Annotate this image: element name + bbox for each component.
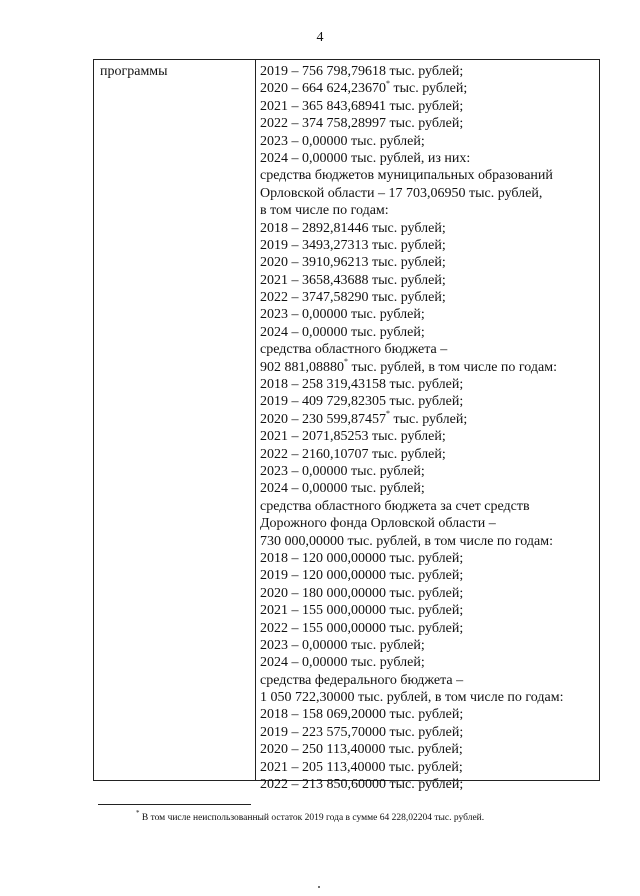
funding-line: 2018 – 2892,81446 тыс. рублей; — [260, 220, 446, 236]
funding-line: 2020 – 180 000,00000 тыс. рублей; — [260, 585, 464, 601]
funding-line: 2018 – 120 000,00000 тыс. рублей; — [260, 550, 464, 566]
funding-line-amount: 2020 – 230 599,87457 — [260, 411, 386, 427]
funding-details — [260, 63, 596, 793]
funding-line — [260, 411, 596, 428]
funding-line: 2022 – 155 000,00000 тыс. рублей; — [260, 620, 464, 636]
funding-line: средства бюджетов муниципальных образований — [260, 168, 553, 184]
funding-line — [260, 356, 596, 376]
funding-line: 2022 – 374 758,28997 тыс. рублей; — [260, 116, 464, 132]
funding-line-unit: тыс. рублей; — [390, 411, 468, 427]
funding-line: в том числе по годам: — [260, 203, 389, 219]
funding-line: 2024 – 0,00000 тыс. рублей, из них: — [260, 150, 471, 166]
funding-line: 2018 – 158 069,20000 тыс. рублей; — [260, 707, 464, 723]
funding-line: 2019 – 223 575,70000 тыс. рублей; — [260, 724, 464, 740]
funding-line: 730 000,00000 тыс. рублей, в том числе по годам: — [260, 533, 553, 549]
funding-line: средства федерального бюджета – — [260, 672, 464, 688]
funding-line: 2023 – 0,00000 тыс. рублей; — [260, 307, 425, 323]
funding-line: 2021 – 155 000,00000 тыс. рублей; — [260, 603, 464, 619]
funding-line: 2019 – 409 729,82305 тыс. рублей; — [260, 394, 464, 410]
funding-line — [260, 80, 596, 97]
footnote — [136, 808, 485, 824]
funding-line: 2021 – 365 843,68941 тыс. рублей; — [260, 98, 464, 114]
funding-line: 1 050 722,30000 тыс. рублей, в том числе по годам: — [260, 690, 564, 706]
funding-table — [93, 59, 600, 793]
funding-line: 2024 – 0,00000 тыс. рублей; — [260, 481, 425, 497]
footnote-mark: * — [136, 808, 140, 817]
funding-line: средства областного бюджета – — [260, 342, 448, 358]
funding-line: 2024 – 0,00000 тыс. рублей; — [260, 324, 425, 340]
funding-line-unit: тыс. рублей; — [390, 81, 468, 97]
funding-line: 2020 – 3910,96213 тыс. рублей; — [260, 255, 446, 271]
funding-line: 2019 – 3493,27313 тыс. рублей; — [260, 237, 446, 253]
funding-line: 2022 – 213 850,60000 тыс. рублей; — [260, 777, 464, 793]
funding-line: 2022 – 2160,10707 тыс. рублей; — [260, 446, 446, 462]
footnote-text: В том числе неиспользованный остаток 2019 года в сумме 64 228,02204 тыс. рублей. — [139, 813, 485, 823]
footnote-reference: * — [344, 356, 348, 366]
funding-line: 2021 – 205 113,40000 тыс. рублей; — [260, 759, 463, 775]
funding-line: 2020 – 250 113,40000 тыс. рублей; — [260, 742, 463, 758]
funding-line: 2023 – 0,00000 тыс. рублей; — [260, 463, 425, 479]
footnote-reference: * — [386, 409, 390, 419]
funding-line: 2019 – 756 798,79618 тыс. рублей; — [260, 64, 464, 79]
funding-line: 2024 – 0,00000 тыс. рублей; — [260, 655, 425, 671]
funding-line-amount: 2020 – 664 624,23670 — [260, 81, 386, 97]
page-number: 4 — [316, 30, 324, 45]
funding-line: 2018 – 258 319,43158 тыс. рублей; — [260, 377, 464, 393]
funding-line: 2019 – 120 000,00000 тыс. рублей; — [260, 568, 464, 584]
row-label: программы — [100, 64, 168, 79]
footnote-reference: * — [386, 78, 390, 88]
funding-line: 2022 – 3747,58290 тыс. рублей; — [260, 290, 446, 306]
funding-line: средства областного бюджета за счет средств — [260, 498, 530, 514]
funding-line: Орловской области – 17 703,06950 тыс. рублей, — [260, 185, 543, 201]
funding-line: 2021 – 2071,85253 тыс. рублей; — [260, 429, 446, 445]
funding-line-unit: тыс. рублей, в том числе по годам: — [348, 359, 557, 375]
footnote-separator — [98, 804, 251, 805]
column-divider — [255, 60, 256, 780]
funding-line: 2023 – 0,00000 тыс. рублей; — [260, 637, 425, 653]
scan-speck — [318, 886, 320, 888]
funding-line: Дорожного фонда Орловской области – — [260, 516, 496, 532]
funding-line-amount: 902 881,08880 — [260, 359, 344, 375]
funding-line: 2023 – 0,00000 тыс. рублей; — [260, 133, 425, 149]
funding-line: 2021 – 3658,43688 тыс. рублей; — [260, 272, 446, 288]
